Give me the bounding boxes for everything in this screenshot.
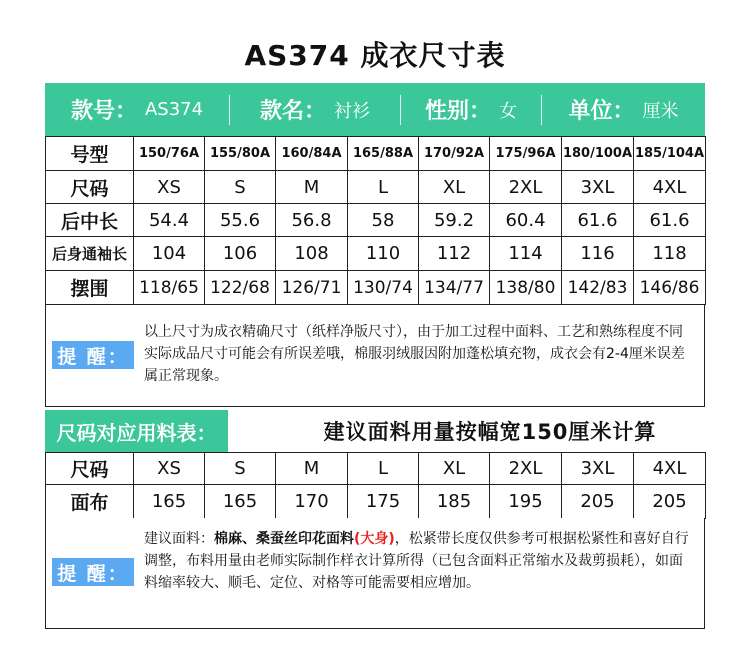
table-cell: 4XL <box>634 453 706 485</box>
table-row <box>46 271 706 305</box>
table-cell: 3XL <box>562 171 634 204</box>
style-no-field <box>45 83 229 136</box>
table-cell: 126/71 <box>276 271 348 305</box>
table-cell: 175 <box>348 485 419 519</box>
style-no-value: AS374 <box>144 99 204 120</box>
table-cell: 116 <box>562 237 634 271</box>
table-cell: L <box>348 171 419 204</box>
table-cell: 165/88A <box>348 137 419 171</box>
reminder-badge: 提 醒： <box>52 558 134 586</box>
fabric-section-tab: 尺码对应用料表： <box>45 410 228 452</box>
table-cell: 110 <box>348 237 419 271</box>
table-cell: 118 <box>634 237 706 271</box>
gender-field <box>401 83 541 136</box>
table-cell: 54.4 <box>134 204 205 237</box>
note-fabric: 棉麻、桑蚕丝印花面料 <box>214 531 354 547</box>
table-cell: 2XL <box>490 453 562 485</box>
gender-label: 性别： <box>424 99 491 124</box>
table-cell: 122/68 <box>205 271 276 305</box>
note-box <box>45 518 705 629</box>
size-table <box>45 136 706 305</box>
table-row <box>46 171 706 204</box>
note-prefix: 建议面料： <box>144 531 214 547</box>
table-cell: 165 <box>205 485 276 519</box>
row-header: 尺码 <box>46 171 134 204</box>
table-cell: S <box>205 453 276 485</box>
table-cell: 160/84A <box>276 137 348 171</box>
table-cell: 175/96A <box>490 137 562 171</box>
style-no-label: 款号： <box>70 99 137 124</box>
table-cell: L <box>348 453 419 485</box>
row-header: 后身通袖长 <box>46 237 134 271</box>
table-row <box>46 485 706 519</box>
table-cell: 170 <box>276 485 348 519</box>
table-row <box>46 204 706 237</box>
row-header: 尺码 <box>46 453 134 485</box>
table-cell: 150/76A <box>134 137 205 171</box>
table-cell: 195 <box>490 485 562 519</box>
table-cell: 170/92A <box>419 137 490 171</box>
table-cell: 118/65 <box>134 271 205 305</box>
style-name-field <box>230 83 400 136</box>
table-cell: 60.4 <box>490 204 562 237</box>
table-cell: 3XL <box>562 453 634 485</box>
row-header: 面布 <box>46 485 134 519</box>
note-text: 以上尺寸为成衣精确尺寸（纸样净版尺寸），由于加工过程中面料、工艺和熟练程度不同实际成品尺寸可能会有所误差哦，棉服羽绒服因附加蓬松填充物，成衣会有2-4厘米误差属正常现象。 <box>144 324 685 384</box>
table-cell: 185/104A <box>634 137 706 171</box>
table-cell: XL <box>419 453 490 485</box>
table-cell: 180/100A <box>562 137 634 171</box>
table-cell: 155/80A <box>205 137 276 171</box>
table-cell: XL <box>419 171 490 204</box>
info-bar <box>45 83 705 136</box>
table-cell: 142/83 <box>562 271 634 305</box>
unit-field <box>542 83 705 136</box>
table-cell: 55.6 <box>205 204 276 237</box>
table-cell: 108 <box>276 237 348 271</box>
table-cell: 138/80 <box>490 271 562 305</box>
unit-value: 厘米 <box>642 100 679 122</box>
page-title: AS374 成衣尺寸表 <box>244 39 506 72</box>
style-name-value: 衬衫 <box>334 100 370 122</box>
table-cell: XS <box>134 171 205 204</box>
table-cell: 4XL <box>634 171 706 204</box>
table-cell: 146/86 <box>634 271 706 305</box>
table-cell: 165 <box>134 485 205 519</box>
table-cell: 185 <box>419 485 490 519</box>
table-cell: 59.2 <box>419 204 490 237</box>
table-row <box>46 237 706 271</box>
table-cell: 61.6 <box>562 204 634 237</box>
note-highlight: (大身) <box>354 531 395 547</box>
table-cell: 112 <box>419 237 490 271</box>
reminder-badge: 提 醒： <box>52 341 134 369</box>
table-cell: 61.6 <box>634 204 706 237</box>
table-cell: 205 <box>562 485 634 519</box>
note-rest: ，松紧带长度仅供参考可根据松紧性和喜好自行调整，布料用量由老师实际制作样衣计算所得（已包含面料正常缩水及裁剪损耗），如面料缩率较大、顺毛、定位、对格等可能需要相应增加。 <box>144 531 689 591</box>
table-cell: 134/77 <box>419 271 490 305</box>
table-cell: 2XL <box>490 171 562 204</box>
table-cell: 114 <box>490 237 562 271</box>
table-cell: 106 <box>205 237 276 271</box>
row-header: 后中长 <box>46 204 134 237</box>
note-box <box>45 305 705 407</box>
table-row <box>46 137 706 171</box>
row-header: 摆围 <box>46 271 134 305</box>
fabric-section-title: 建议面料用量按幅宽150厘米计算 <box>323 420 657 444</box>
table-cell: 205 <box>634 485 706 519</box>
table-cell: S <box>205 171 276 204</box>
fabric-section-header <box>45 410 705 452</box>
style-name-label: 款名： <box>259 99 326 124</box>
table-cell: XS <box>134 453 205 485</box>
table-row <box>46 453 706 485</box>
table-cell: 130/74 <box>348 271 419 305</box>
table-cell: M <box>276 453 348 485</box>
fabric-table <box>45 452 706 519</box>
table-cell: 56.8 <box>276 204 348 237</box>
row-header: 号型 <box>46 137 134 171</box>
note-text <box>144 528 696 594</box>
table-cell: 58 <box>348 204 419 237</box>
unit-label: 单位： <box>568 99 635 124</box>
table-cell: 104 <box>134 237 205 271</box>
table-cell: M <box>276 171 348 204</box>
gender-value: 女 <box>499 100 517 122</box>
